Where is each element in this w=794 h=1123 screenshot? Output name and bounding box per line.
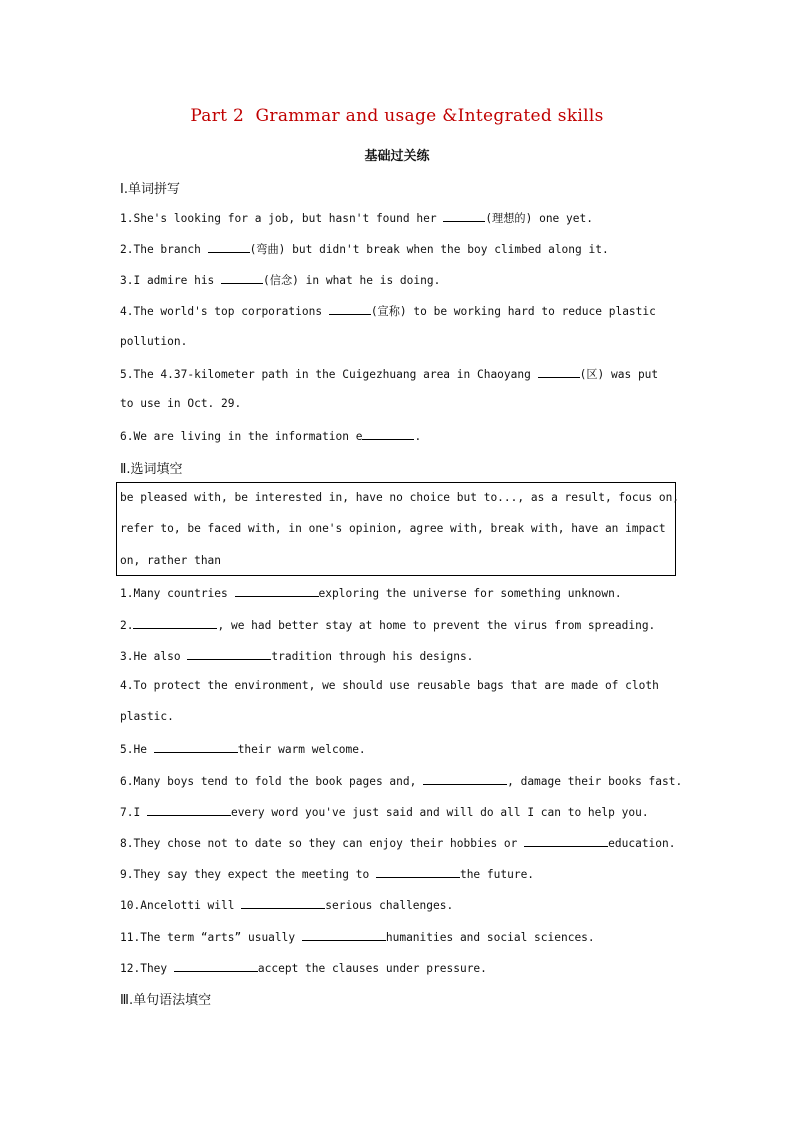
spelling-question-6: 6.We are living in the information e .	[120, 427, 680, 445]
fill-question-2: 2. , we had better stay at home to prevent the virus from spreading.	[120, 616, 680, 634]
answer-blank[interactable]	[538, 365, 580, 378]
answer-blank[interactable]	[208, 240, 250, 253]
spelling-question-3: 3.I admire his (信念) in what he is doing.	[120, 271, 680, 289]
fill-question-4-cont: plastic.	[120, 710, 174, 723]
answer-blank[interactable]	[235, 584, 319, 597]
spelling-question-1: 1.She's looking for a job, but hasn't found her (理想的) one yet.	[120, 209, 680, 227]
answer-blank[interactable]	[302, 928, 386, 941]
fill-question-10: 10.Ancelotti will serious challenges.	[120, 896, 680, 914]
word-box-line: on, rather than	[120, 554, 222, 567]
fill-question-9: 9.They say they expect the meeting to the future.	[120, 865, 680, 883]
fill-question-4: 4.To protect the environment, we should use reusable bags that are made of cloth	[120, 679, 659, 692]
answer-blank[interactable]	[376, 865, 460, 878]
fill-question-12: 12.They accept the clauses under pressure.	[120, 959, 680, 977]
fill-question-3: 3.He also tradition through his designs.	[120, 647, 680, 665]
word-box-line: be pleased with, be interested in, have no choice but to..., as a result, focus on,	[120, 491, 680, 504]
answer-blank[interactable]	[133, 616, 217, 629]
fill-question-6: 6.Many boys tend to fold the book pages and, , damage their books fast.	[120, 772, 680, 790]
answer-blank[interactable]	[154, 740, 238, 753]
answer-blank[interactable]	[423, 772, 507, 785]
fill-question-1: 1.Many countries exploring the universe for something unknown.	[120, 584, 680, 602]
answer-blank[interactable]	[221, 271, 263, 284]
section-heading-grammar: Ⅲ.单句语法填空	[120, 993, 212, 1008]
fill-question-11: 11.The term “arts” usually humanities and social sciences.	[120, 928, 680, 946]
spelling-question-4: 4.The world's top corporations (宣称) to be working hard to reduce plastic	[120, 302, 680, 320]
answer-blank[interactable]	[443, 209, 485, 222]
section-heading-spelling: Ⅰ.单词拼写	[120, 182, 180, 197]
word-box	[116, 482, 680, 576]
answer-blank[interactable]	[524, 834, 608, 847]
answer-blank[interactable]	[329, 302, 371, 315]
answer-blank[interactable]	[174, 959, 258, 972]
spelling-question-2: 2.The branch (弯曲) but didn't break when the boy climbed along it.	[120, 240, 680, 258]
page-title: Part 2 Grammar and usage &Integrated skills	[190, 106, 604, 126]
spelling-question-4-cont: pollution.	[120, 335, 188, 348]
fill-question-7: 7.I every word you've just said and will do all I can to help you.	[120, 803, 680, 821]
section-subtitle: 基础过关练	[364, 149, 430, 164]
spelling-question-5: 5.The 4.37-kilometer path in the Cuigezhuang area in Chaoyang (区) was put	[120, 365, 680, 383]
section-heading-fill: Ⅱ.选词填空	[120, 462, 183, 477]
answer-blank[interactable]	[362, 427, 414, 440]
word-box-line: refer to, be faced with, in one's opinion, agree with, break with, have an impact	[120, 522, 666, 535]
fill-question-8: 8.They chose not to date so they can enjoy their hobbies or education.	[120, 834, 680, 852]
answer-blank[interactable]	[241, 896, 325, 909]
answer-blank[interactable]	[147, 803, 231, 816]
fill-question-5: 5.He their warm welcome.	[120, 740, 680, 758]
answer-blank[interactable]	[187, 647, 271, 660]
spelling-question-5-cont: to use in Oct. 29.	[120, 397, 242, 410]
